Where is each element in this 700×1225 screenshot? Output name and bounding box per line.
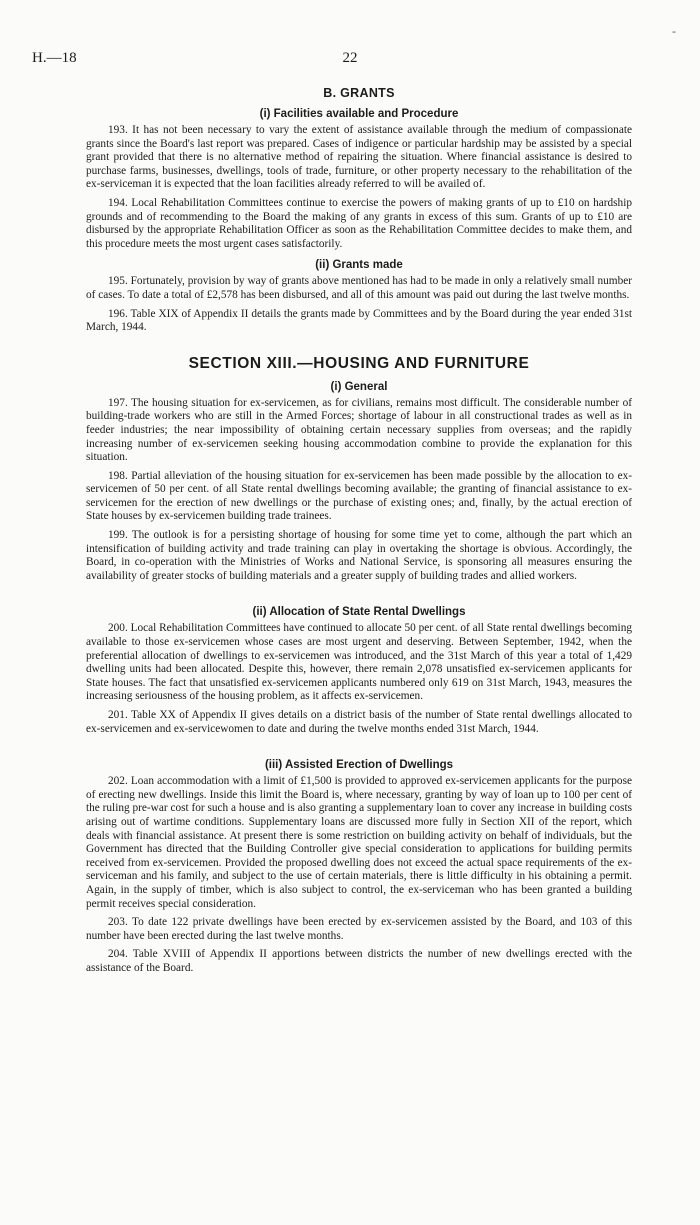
paragraph-200: 200. Local Rehabilitation Committees have continued to allocate 50 per cent. of all State rental dwellings becoming available to those ex-servicemen whose cases are most urgent and deserving. Between September, 1942, when the preferential allocation of dwellings to ex-servicemen was introduced, and the 31st March of this year a total of 1,429 dwelling units had been allocated. Despite this, however, there remain 2,078 unsatisfied ex-servicemen applicants for State houses. The fact that unsatisfied ex-servicemen applicants numbered only 619 on 31st March, 1943, measures the increasing seriousness of the housing problem, as it affects ex-servicemen.	[86, 622, 632, 703]
spacer	[86, 588, 632, 598]
assisted-erection-subheading: (iii) Assisted Erection of Dwellings	[264, 759, 454, 772]
paragraph-196: 196. Table XIX of Appendix II details the grants made by Committees and by the Board during the year ended 31st March, 1944.	[86, 307, 632, 334]
allocation-subheading: (ii) Allocation of State Rental Dwellings	[252, 606, 466, 619]
paragraph-201: 201. Table XX of Appendix II gives details on a district basis of the number of State rental dwellings allocated to ex-servicemen and ex-servicewomen to date and during the twelve months ended 31st March, 1944.	[86, 709, 632, 735]
spacer	[86, 741, 632, 751]
paragraph-197: 197. The housing situation for ex-servicemen, as for civilians, remains most difficult. The considerable number of building-trade workers who are still in the Armed Forces; shortage of labour in all constructional trades as well as in feeder industries; the near impossibility of obtaining certain necessary supplies from overseas; and the rapidly increasing number of ex-servicemen seeking housing accommodation combine to provide the explanation for this situation.	[86, 396, 632, 464]
grants-heading: B. GRANTS	[323, 86, 395, 100]
paragraph-198: 198. Partial alleviation of the housing situation for ex-servicemen has been made possible by the allocation to ex-servicemen of 50 per cent. of all State rental dwellings becoming available; the granting of financial assistance to ex-servicemen for the erection of new dwellings or the purchase of existing ones; and, finally, by the actual erection of State houses by ex-servicemen building trade trainees.	[86, 469, 632, 523]
paragraph-202: 202. Loan accommodation with a limit of £1,500 is provided to approved ex-servicemen applicants for the purpose of erecting new dwellings. Inside this limit the Board is, where necessary, granting by way of loan up to 100 per cent of the ruling pre-war cost for such a house and is also granting a supplementary loan to cover any increase in building costs arising out of wartime conditions. Supplementary loans are discussed more fully in Section XII of the report, which deals with financial assistance. At present there is some restriction on building activity on behalf of individuals, but the Government has directed that the Building Controller give special consideration to applications for building permits received from ex-servicemen. Provided the proposed dwelling does not exceed the actual space requirements of the ex-serviceman and his family, and subject to the use of certain materials, there is little difficulty in his obtaining a permit. Again, in the supply of timber, which is also subject to control, the ex-serviceman who has been granted a building permit receives special consideration.	[86, 775, 632, 910]
paragraph-195: 195. Fortunately, provision by way of grants above mentioned has had to be made in only a relatively small number of cases. To date a total of £2,578 has been disbursed, and all of this amount was paid out during the last twelve months.	[86, 275, 632, 301]
grants-made-subheading: (ii) Grants made	[315, 259, 403, 272]
page-body	[86, 86, 632, 981]
paragraph-199: 199. The outlook is for a persisting shortage of housing for some time yet to come, although the part which an intensification of building activity and trade training can play in overtaking the shortage is obvious. Accordingly, the Board, in co-operation with the Ministries of Works and National Service, is sponsoring all measures ensuring the availability of greater stocks of building materials and a greater supply of building trades and allied workers.	[86, 529, 632, 582]
general-subheading: (i) General	[330, 380, 388, 393]
page-number: 22	[342, 50, 358, 66]
paragraph-193: 193. It has not been necessary to vary the extent of assistance available through the medium of compassionate grants since the Board's last report was prepared. Cases of indigence or particular hardship may be assisted by a special grant provided that there is no alternative method of repairing the situation. Where financial assistance is desired to purchase farms, businesses, dwellings, tools of trade, furniture, or other property necessary to the rehabilitation of the ex-serviceman it is expected that the loan facilities already referred to will be availed of.	[86, 124, 632, 191]
corner-mark: -	[672, 24, 676, 38]
paragraph-203: 203. To date 122 private dwellings have been erected by ex-servicemen assisted by the Board, and 103 of this number have been erected during the last twelve months.	[86, 916, 632, 942]
paragraph-194: 194. Local Rehabilitation Committees continue to exercise the powers of making grants of up to £10 on hardship grounds and of recommending to the Board the making of any grants in excess of this sum. Grants of up to £10 are disbursed by the appropriate Rehabilitation Officer as soon as the Rehabilitation Committee decides to make them, and this procedure meets the most urgent cases satisfactorily.	[86, 196, 632, 250]
section-heading: SECTION XIII.—HOUSING AND FURNITURE	[188, 354, 530, 372]
paragraph-204: 204. Table XVIII of Appendix II apportions between districts the number of new dwellings erected with the assistance of the Board.	[86, 948, 632, 974]
report-reference: H.—18	[32, 50, 77, 66]
facilities-subheading: (i) Facilities available and Procedure	[259, 108, 459, 120]
